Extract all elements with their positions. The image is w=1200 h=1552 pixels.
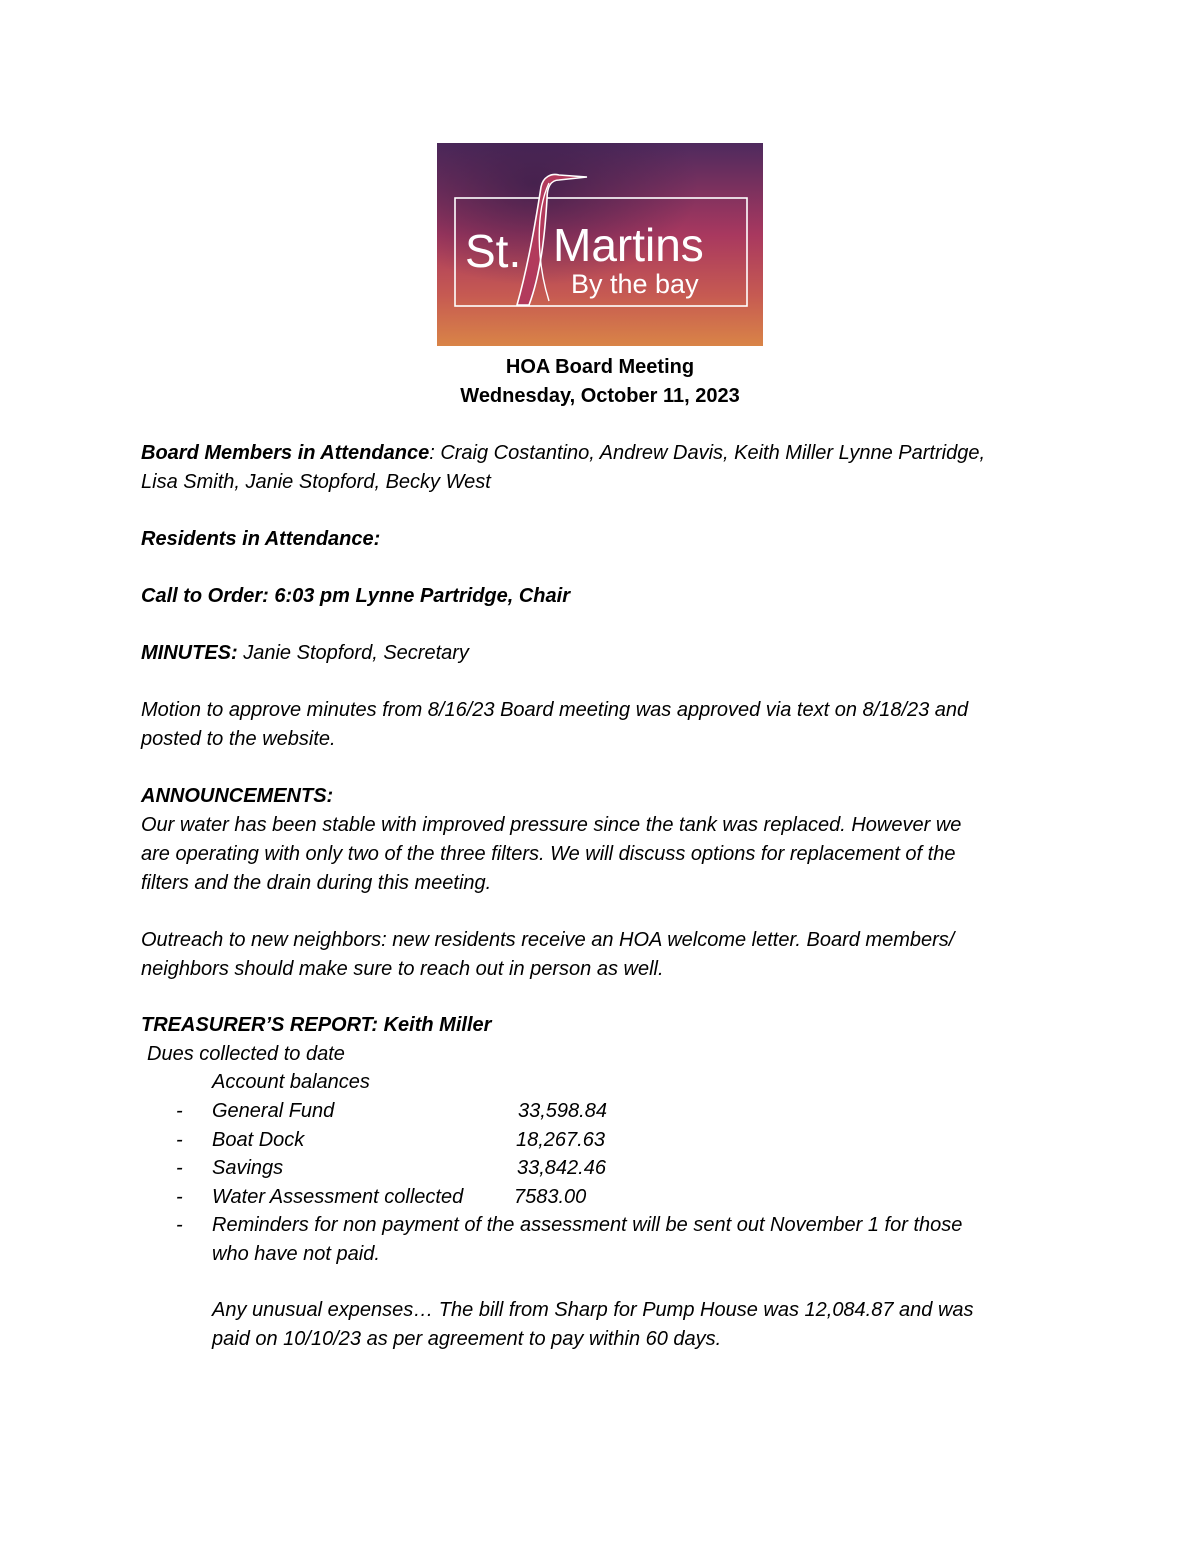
bullet-dash: - [176, 1157, 183, 1179]
account-name-boat-dock: Boat Dock [212, 1129, 305, 1151]
motion-line1: Motion to approve minutes from 8/16/23 Board meeting was approved via text on 8/18/23 and [141, 699, 969, 721]
account-amount-water-assessment: 7583.00 [514, 1186, 587, 1208]
bullet-dash: - [176, 1129, 183, 1151]
meeting-title: HOA Board Meeting [505, 356, 695, 378]
account-name-water-assessment: Water Assessment collected [212, 1186, 464, 1208]
minutes-label: MINUTES: [141, 642, 238, 664]
account-name-general-fund: General Fund [212, 1100, 335, 1122]
bullet-dash: - [176, 1186, 183, 1208]
account-balances-label: Account balances [212, 1071, 370, 1093]
account-amount-general-fund: 33,598.84 [518, 1100, 607, 1122]
announcements-para1-line3: filters and the drain during this meeting. [141, 872, 492, 894]
announcements-para1-line1: Our water has been stable with improved pressure since the tank was replaced. However we [141, 814, 962, 836]
dues-collected: Dues collected to date [147, 1043, 345, 1065]
expense-line2: paid on 10/10/23 as per agreement to pay within 60 days. [212, 1328, 722, 1350]
board-attendance-label: Board Members in Attendance [141, 442, 430, 464]
announcements-para2-line2: neighbors should make sure to reach out in person as well. [141, 958, 664, 980]
minutes-secretary: Janie Stopford, Secretary [237, 642, 469, 664]
logo-graphic [437, 143, 763, 346]
reminder-line2: who have not paid. [212, 1243, 380, 1265]
motion-line2: posted to the website. [141, 728, 336, 750]
st-martins-logo [437, 143, 763, 346]
logo-text-by-the-bay: By the bay [571, 269, 699, 299]
bullet-dash: - [176, 1100, 183, 1122]
announcements-para2-line1: Outreach to new neighbors: new residents receive an HOA welcome letter. Board members/ [141, 929, 955, 951]
board-attendance-names-2: Lisa Smith, Janie Stopford, Becky West [141, 471, 491, 493]
reminder-line1: Reminders for non payment of the assessment will be sent out November 1 for those [212, 1214, 963, 1236]
call-to-order: Call to Order: 6:03 pm Lynne Partridge, Chair [141, 585, 570, 607]
logo-text-martins: Martins [553, 219, 704, 271]
meeting-date: Wednesday, October 11, 2023 [460, 385, 740, 407]
announcements-label: ANNOUNCEMENTS: [141, 785, 334, 807]
account-amount-savings: 33,842.46 [517, 1157, 606, 1179]
residents-attendance-label: Residents in Attendance: [141, 528, 381, 550]
minutes-line [141, 639, 1061, 668]
announcements-para1-line2: are operating with only two of the three filters. We will discuss options for replacement of the [141, 843, 956, 865]
board-attendance-line1 [141, 439, 1061, 468]
account-name-savings: Savings [212, 1157, 284, 1179]
board-attendance-names-1: : Craig Costantino, Andrew Davis, Keith Miller Lynne Partridge, [429, 442, 986, 464]
logo-text-st: St. [465, 225, 522, 277]
treasurer-report-label: TREASURER’S REPORT: Keith Miller [141, 1014, 492, 1036]
expense-line1: Any unusual expenses… The bill from Sharp for Pump House was 12,084.87 and was [212, 1299, 974, 1321]
bullet-dash: - [176, 1214, 183, 1236]
account-amount-boat-dock: 18,267.63 [516, 1129, 605, 1151]
